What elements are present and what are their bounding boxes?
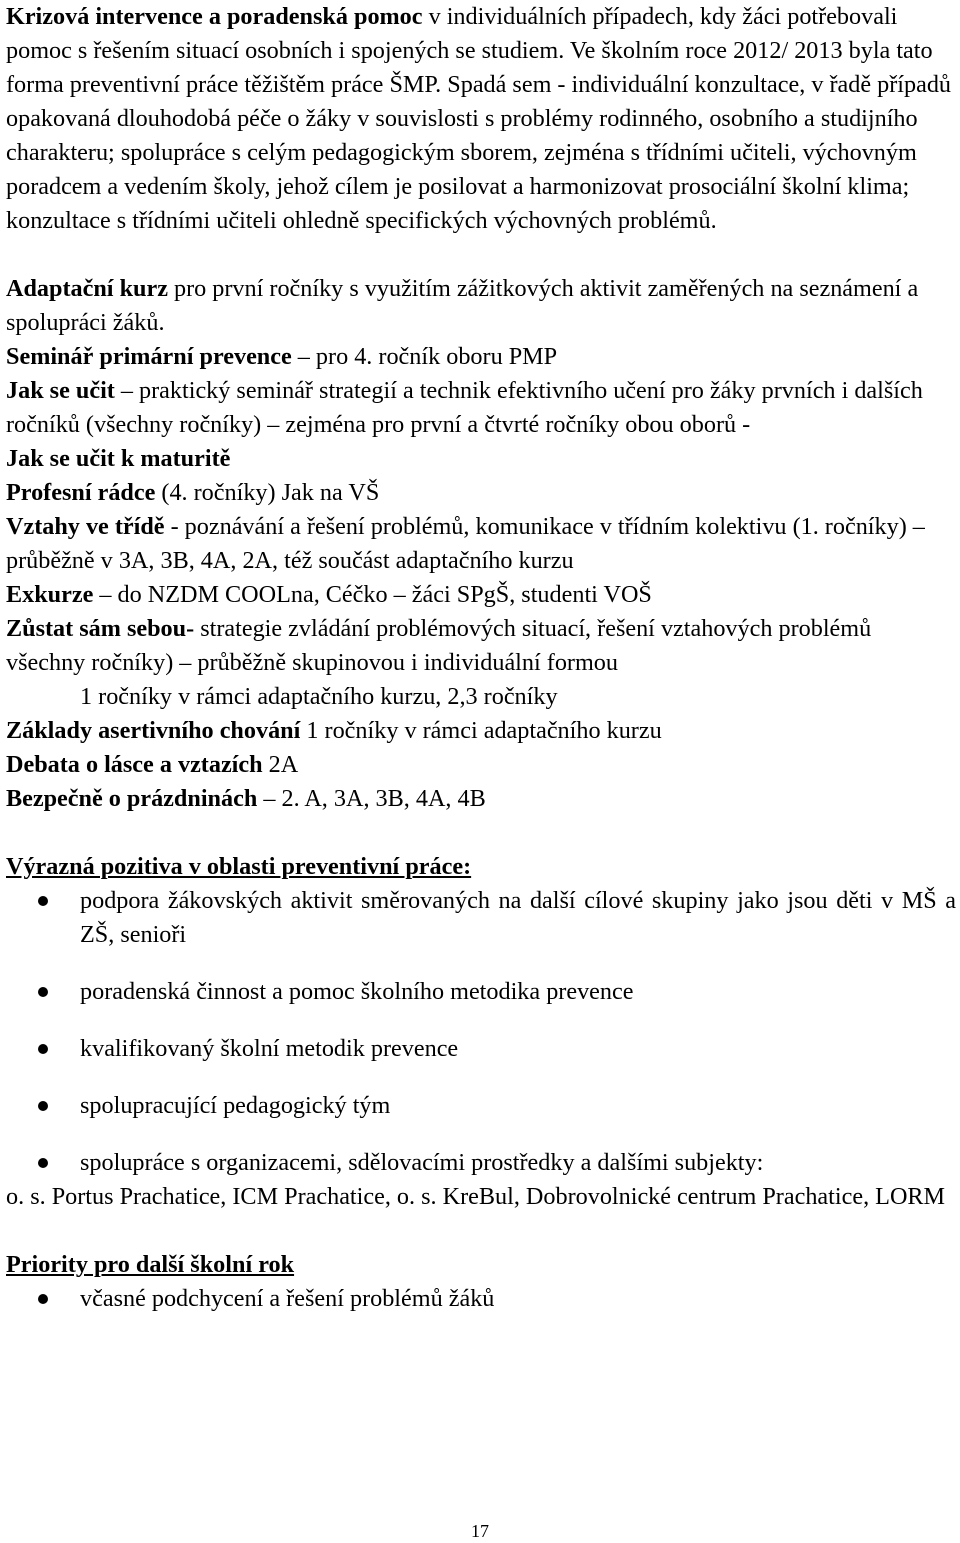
seminar-text: – pro 4. ročník oboru PMP bbox=[291, 343, 558, 370]
bullet-icon bbox=[38, 1044, 48, 1054]
bezpecne-text: – 2. A, 3A, 3B, 4A, 4B bbox=[257, 785, 486, 812]
zaklady-title: Základy asertivního chování bbox=[6, 717, 301, 744]
list-item bbox=[6, 884, 956, 952]
zustat-line2: 1 ročníky v rámci adaptačního kurzu, 2,3 ročníky bbox=[80, 683, 558, 710]
document-page bbox=[6, 0, 956, 1316]
pozitiva-list bbox=[6, 884, 956, 1180]
zustat-title: Zůstat sám sebou- bbox=[6, 615, 195, 642]
exkurze-paragraph bbox=[6, 578, 956, 612]
seminar-paragraph bbox=[6, 340, 956, 374]
zustat-text: strategie zvládání problémových situací, řešení vztahových problémů všechny ročníky) – průběžně skupinovou i individuální formou bbox=[6, 615, 872, 676]
profesni-text: (4. ročníky) Jak na VŠ bbox=[155, 479, 380, 506]
spacer bbox=[6, 1123, 956, 1146]
seminar-title: Seminář primární prevence bbox=[6, 343, 292, 370]
profesni-title: Profesní rádce bbox=[6, 479, 156, 506]
vztahy-title: Vztahy ve třídě bbox=[6, 513, 165, 540]
spacer bbox=[6, 1214, 956, 1248]
list-item bbox=[6, 1089, 956, 1123]
list-item bbox=[6, 1146, 956, 1180]
priority-heading: Priority pro další školní rok bbox=[6, 1251, 295, 1278]
vztahy-paragraph bbox=[6, 510, 956, 578]
priority-list bbox=[6, 1282, 956, 1316]
bullet-icon bbox=[38, 1294, 48, 1304]
adaptacni-paragraph bbox=[6, 272, 956, 340]
adaptacni-text: pro první ročníky s využitím zážitkových aktivit zaměřených na seznámení a spolupráci žáků. bbox=[6, 275, 919, 336]
bezpecne-paragraph bbox=[6, 782, 956, 816]
bullet-icon bbox=[38, 896, 48, 906]
spacer bbox=[6, 816, 956, 850]
krizova-text: v individuálních případech, kdy žáci potřebovali pomoc s řešením situací osobních i spojených se studiem. Ve školním roce 2012/ 2013 byla tato forma preventivní práce těžištěm práce ŠMP. Spadá sem - individuální konzultace, v řadě případů opakovaná dlouhodobá péče o žáky v souvislosti s problémy rodinného, osobního a studijního charakteru; spolupráce s celým pedagogickým sborem, zejména s třídními učiteli, výchovným poradcem a vedením školy, jehož cílem je posilovat a harmonizovat prosociální školní klima; konzultace s třídními učiteli ohledně specifických výchovných problémů. bbox=[6, 3, 952, 234]
list-item-text: kvalifikovaný školní metodik prevence bbox=[80, 1035, 459, 1062]
zaklady-text: 1 ročníky v rámci adaptačního kurzu bbox=[300, 717, 662, 744]
debata-title: Debata o lásce a vztazích bbox=[6, 751, 263, 778]
list-item bbox=[6, 975, 956, 1009]
spacer bbox=[6, 238, 956, 272]
list-item-text: spolupráce s organizacemi, sdělovacími prostředky a dalšími subjekty: bbox=[80, 1149, 764, 1176]
vztahy-text: - poznávání a řešení problémů, komunikace v třídním kolektivu (1. ročníky) – průběžně v 3A, 3B, 4A, 2A, též součást adaptačního kurzu bbox=[6, 513, 925, 574]
pozitiva-continuation: o. s. Portus Prachatice, ICM Prachatice, o. s. KreBul, Dobrovolnické centrum Prachatice, LORM bbox=[6, 1183, 946, 1210]
bezpecne-title: Bezpečně o prázdninách bbox=[6, 785, 258, 812]
exkurze-text: – do NZDM COOLna, Céčko – žáci SPgŠ, studenti VOŠ bbox=[93, 581, 652, 608]
jak-se-ucit-text: – praktický seminář strategií a technik efektivního učení pro žáky prvních i dalších ročníků (všechny ročníky) – zejména pro první a čtvrté ročníky obou oborů - bbox=[6, 377, 923, 438]
krizova-title: Krizová intervence a poradenská pomoc bbox=[6, 3, 423, 30]
adaptacni-title: Adaptační kurz bbox=[6, 275, 168, 302]
bullet-icon bbox=[38, 1101, 48, 1111]
list-item-text: podpora žákovských aktivit směrovaných na další cílové skupiny jako jsou děti v MŠ a ZŠ, senioři bbox=[80, 887, 956, 948]
pozitiva-heading: Výrazná pozitiva v oblasti preventivní práce: bbox=[6, 853, 472, 880]
list-item-text: spolupracující pedagogický tým bbox=[80, 1092, 391, 1119]
spacer bbox=[6, 1009, 956, 1032]
list-item bbox=[6, 1032, 956, 1066]
list-item-text: včasné podchycení a řešení problémů žáků bbox=[80, 1285, 495, 1312]
zustat-paragraph bbox=[6, 612, 956, 680]
jak-se-ucit-paragraph bbox=[6, 374, 956, 442]
list-item-text: poradenská činnost a pomoc školního metodika prevence bbox=[80, 978, 634, 1005]
bullet-icon bbox=[38, 1158, 48, 1168]
krizova-paragraph bbox=[6, 0, 956, 238]
bullet-icon bbox=[38, 987, 48, 997]
maturita-title: Jak se učit k maturitě bbox=[6, 445, 231, 472]
spacer bbox=[6, 952, 956, 975]
exkurze-title: Exkurze bbox=[6, 581, 94, 608]
debata-paragraph bbox=[6, 748, 956, 782]
jak-se-ucit-title: Jak se učit bbox=[6, 377, 115, 404]
spacer bbox=[6, 1066, 956, 1089]
list-item bbox=[6, 1282, 956, 1316]
page-number: 17 bbox=[471, 1521, 489, 1541]
zaklady-paragraph bbox=[6, 714, 956, 748]
profesni-paragraph bbox=[6, 476, 956, 510]
debata-text: 2A bbox=[262, 751, 299, 778]
